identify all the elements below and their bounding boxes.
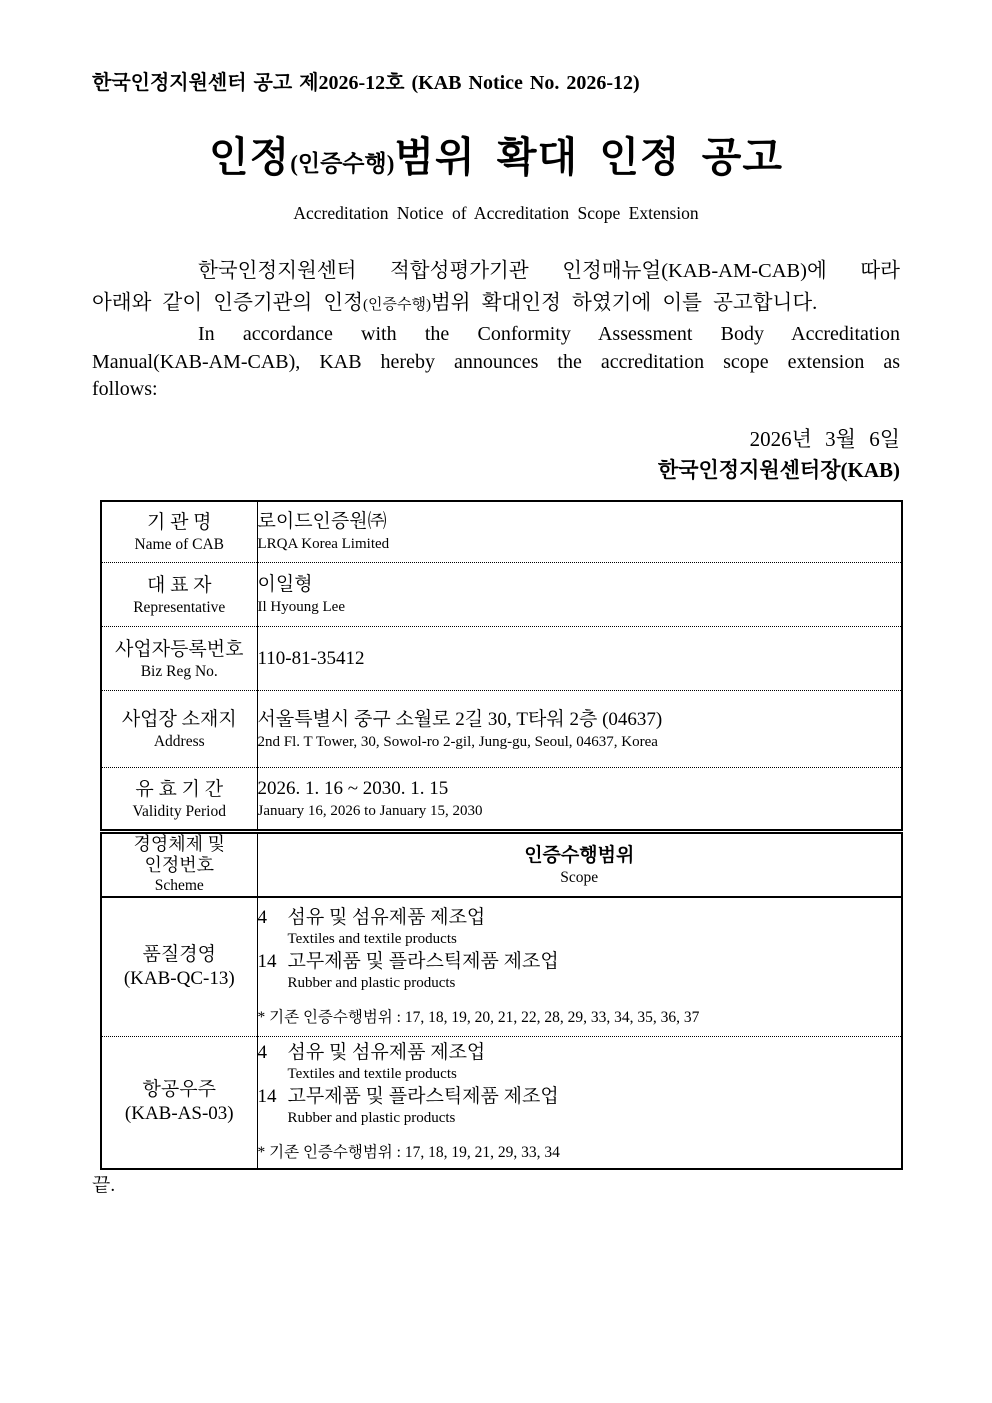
row-value-cell — [257, 501, 902, 563]
scope-item-en: Rubber and plastic products — [287, 1110, 456, 1127]
document-title — [92, 131, 900, 190]
table-row-scheme-aerospace — [101, 1036, 902, 1169]
document-subtitle: Accreditation Notice of Accreditation Scope Extension — [293, 203, 699, 223]
scope-item-number: 4 — [257, 1042, 267, 1064]
row-value-en: Il Hyoung Lee — [257, 599, 345, 615]
row-label-en: Name of CAB — [134, 535, 225, 553]
row-value-en: 2nd Fl. T Tower, 30, Sowol-ro 2-gil, Jung-gu, Seoul, 04637, Korea — [257, 733, 658, 750]
table-row-scheme-header — [101, 832, 902, 898]
row-value-cell — [257, 768, 902, 832]
scope-item-ko-text: 섬유 및 섬유제품 제조업 — [287, 906, 486, 928]
scope-item-ko-text: 섬유 및 섬유제품 제조업 — [287, 1042, 486, 1064]
notice-number: 한국인정지원센터 공고 제2026-12호 (KAB Notice No. 2026-12) — [92, 72, 640, 94]
existing-scope-note: * 기존 인증수행범위 : 17, 18, 19, 21, 29, 33, 34 — [257, 1144, 560, 1162]
row-label-en: Address — [153, 733, 205, 750]
row-value-cell — [257, 563, 902, 627]
table-row-biz-reg-no — [101, 627, 902, 691]
body-en-line-2: Manual(KAB-AM-CAB), KAB hereby announces the accreditation scope extension as — [92, 350, 900, 373]
body-paragraph-ko — [92, 255, 900, 321]
scope-cell — [257, 897, 902, 1036]
row-label-ko: 기 관 명 — [146, 511, 212, 533]
scope-item-number: 14 — [257, 1086, 277, 1108]
row-value-ko: 서울특별시 중구 소월로 2길 30, T타워 2층 (04637) — [257, 708, 663, 730]
scope-item-en: Textiles and textile products — [287, 930, 457, 947]
scheme-name-ko: 항공우주 — [142, 1079, 216, 1101]
body-ko-line-1: 한국인정지원센터 적합성평가기관 인정매뉴얼(KAB-AM-CAB)에 따라 — [198, 260, 900, 282]
scheme-code: (KAB-QC-13) — [123, 967, 235, 989]
row-label-cell — [101, 768, 257, 832]
table-row-validity-period — [101, 768, 902, 832]
row-label-en: Validity Period — [132, 802, 226, 820]
row-label-ko: 유 효 기 간 — [135, 778, 224, 800]
row-value-ko: 이일형 — [257, 574, 313, 595]
row-label-cell — [101, 627, 257, 691]
row-value-en: January 16, 2026 to January 15, 2030 — [257, 803, 483, 819]
table-row-name-of-cab — [101, 501, 902, 563]
scope-item-en: Textiles and textile products — [287, 1066, 457, 1083]
scope-item-en: Rubber and plastic products — [287, 974, 456, 991]
scope-header-cell — [257, 832, 902, 898]
row-label-cell — [101, 691, 257, 768]
row-value-ko: 로이드인증원㈜ — [257, 511, 387, 533]
issue-date: 2026년 3월 6일 — [749, 426, 900, 451]
row-label-ko: 사업자등록번호 — [115, 638, 244, 660]
scope-header-ko: 인증수행범위 — [524, 845, 635, 866]
scheme-header-label-en: Scheme — [154, 877, 204, 894]
scope-item-ko — [258, 906, 902, 929]
row-label-en: Biz Reg No. — [140, 662, 218, 680]
row-label-ko: 대 표 자 — [146, 574, 212, 596]
scope-item-ko — [258, 1085, 902, 1108]
scheme-name-ko: 품질경영 — [142, 943, 216, 965]
table-row-scheme-quality — [101, 897, 902, 1036]
scope-item-ko — [258, 950, 902, 973]
scope-item-number: 4 — [257, 906, 267, 928]
row-label-cell — [101, 563, 257, 627]
issuer-signature: 한국인정지원센터장(KAB) — [657, 457, 900, 482]
body-ko-line2-post: 범위 확대인정 하였기에 이를 공고합니다. — [430, 292, 818, 314]
row-value-en: LRQA Korea Limited — [257, 536, 390, 553]
body-en-line-1: In accordance with the Conformity Assessment Body Accreditation — [198, 323, 900, 345]
row-value-cell — [257, 691, 902, 768]
title-main-1: 인정 — [208, 134, 291, 180]
scheme-header-label-ko-2: 인정번호 — [144, 855, 215, 875]
scheme-header-label-cell — [101, 832, 257, 898]
row-label-cell — [101, 501, 257, 563]
closing-mark: 끝. — [92, 1175, 116, 1196]
title-paren: (인증수행) — [290, 151, 395, 176]
body-ko-line2-paren: (인증수행) — [363, 297, 431, 313]
table-row-address — [101, 691, 902, 768]
table-row-representative — [101, 563, 902, 627]
body-en-line-3: follows: — [92, 378, 158, 400]
body-paragraph-en — [92, 321, 900, 404]
scope-cell — [257, 1036, 902, 1169]
body-ko-line2-pre: 아래와 같이 인증기관의 인정 — [92, 292, 364, 314]
row-label-en: Representative — [133, 598, 226, 616]
scope-item-number: 14 — [257, 950, 277, 972]
accreditation-info-table — [100, 500, 903, 1171]
scope-item-ko — [258, 1041, 902, 1064]
scheme-name-cell — [101, 897, 257, 1036]
scheme-code: (KAB-AS-03) — [124, 1103, 234, 1125]
scope-header-en: Scope — [560, 869, 599, 886]
row-label-ko: 사업장 소재지 — [121, 709, 237, 730]
existing-scope-note: * 기존 인증수행범위 : 17, 18, 19, 20, 21, 22, 28, 29, 33, 34, 35, 36, 37 — [257, 1008, 700, 1026]
scope-item-ko-text: 고무제품 및 플라스틱제품 제조업 — [287, 950, 559, 972]
row-value-cell — [257, 627, 902, 691]
row-value-ko: 110-81-35412 — [257, 648, 365, 669]
body-ko-line-2 — [92, 287, 900, 321]
row-value-ko: 2026. 1. 16 ~ 2030. 1. 15 — [257, 778, 449, 799]
scheme-header-label-ko-1: 경영체제 및 — [133, 834, 225, 854]
scope-item-ko-text: 고무제품 및 플라스틱제품 제조업 — [287, 1086, 559, 1108]
scheme-name-cell — [101, 1036, 257, 1169]
title-main-2: 범위 확대 인정 공고 — [394, 134, 784, 180]
